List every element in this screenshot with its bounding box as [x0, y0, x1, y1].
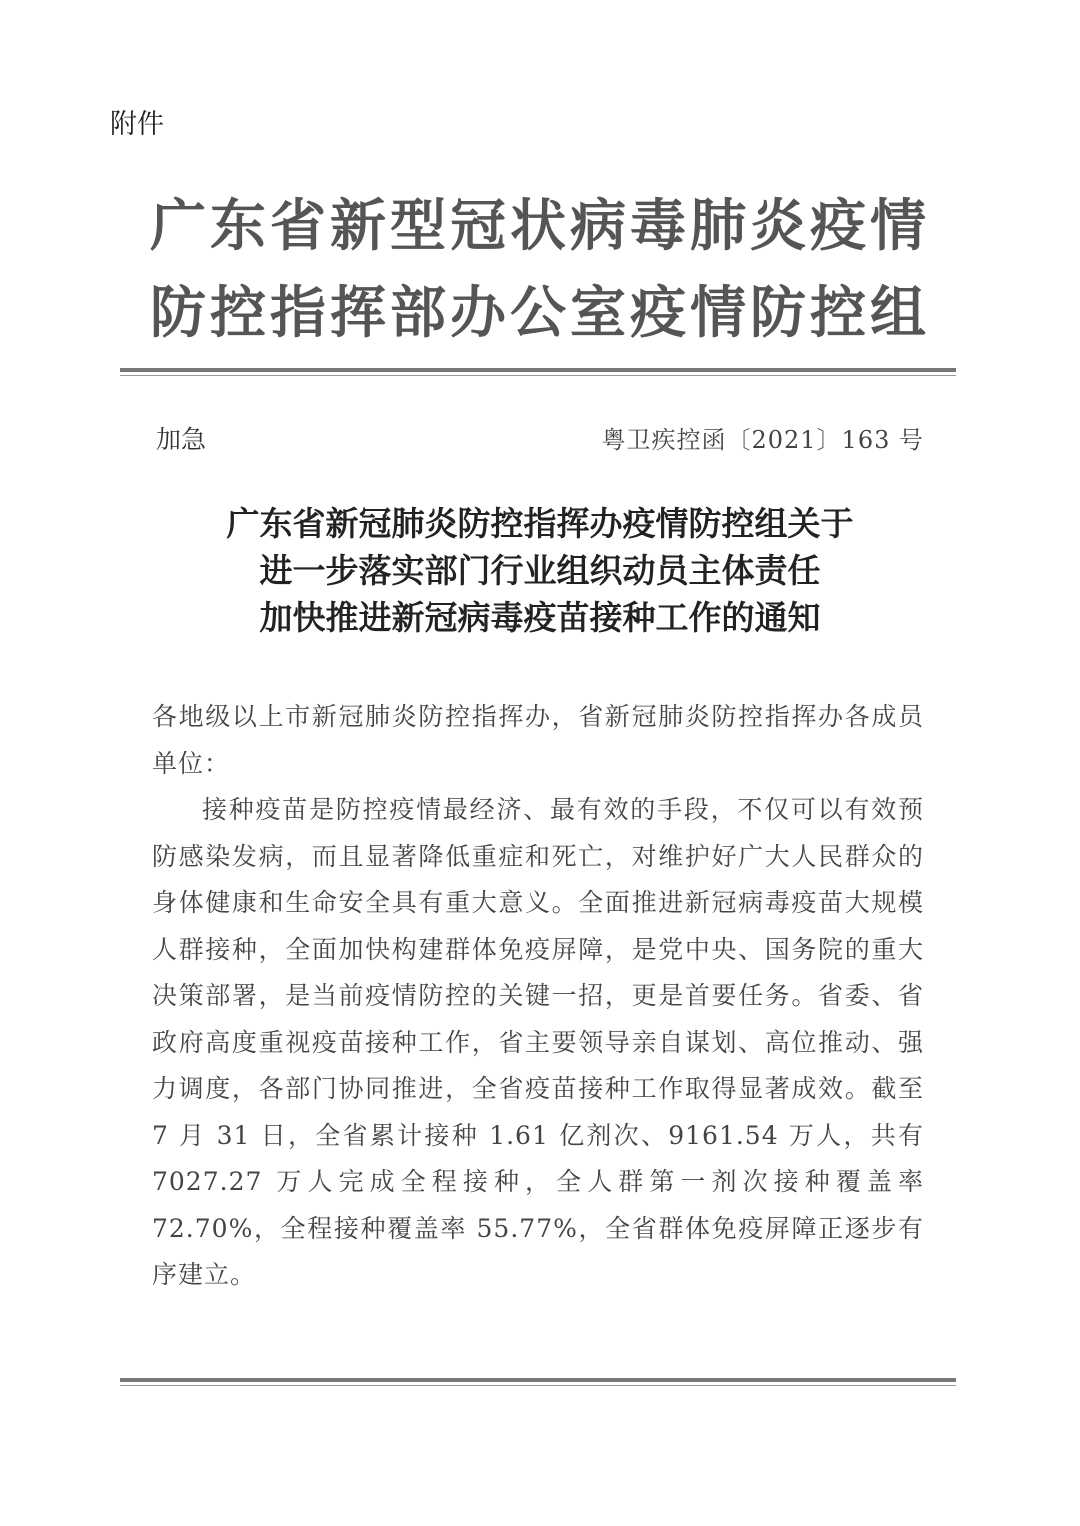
document-body [152, 694, 924, 1299]
footer-divider [120, 1378, 956, 1386]
body-paragraph: 接种疫苗是防控疫情最经济、最有效的手段，不仅可以有效预防感染发病，而且显著降低重症和死亡，对维护好广大人民群众的身体健康和生命安全具有重大意义。全面推进新冠病毒疫苗大规模人群接种，全面加快构建群体免疫屏障，是党中央、国务院的重大决策部署，是当前疫情防控的关键一招，更是首要任务。省委、省政府高度重视疫苗接种工作，省主要领导亲自谋划、高位推动、强力调度，各部门协同推进，全省疫苗接种工作取得显著成效。截至 7 月 31 日，全省累计接种 1.61 亿剂次、9161.54 万人，共有 7027.27 万人完成全程接种，全人群第一剂次接种覆盖率 72.70%，全程接种覆盖率 55.77%，全省群体免疫屏障正逐步有序建立。 [152, 795, 924, 1289]
title-line-3: 加快推进新冠病毒疫苗接种工作的通知 [259, 598, 821, 637]
header-divider [120, 368, 956, 376]
document-title [140, 500, 940, 641]
attachment-label: 附件 [110, 109, 164, 140]
org-header-line-1: 广东省新型冠状病毒肺炎疫情 [150, 193, 930, 259]
title-line-2: 进一步落实部门行业组织动员主体责任 [259, 551, 821, 590]
title-line-1: 广东省新冠肺炎防控指挥办疫情防控组关于 [226, 504, 854, 543]
document-number: 粤卫疾控函〔2021〕163 号 [601, 426, 924, 454]
salutation: 各地级以上市新冠肺炎防控指挥办，省新冠肺炎防控指挥办各成员单位： [152, 702, 924, 778]
org-header-line-2: 防控指挥部办公室疫情防控组 [150, 280, 930, 346]
urgency-label: 加急 [156, 425, 207, 454]
